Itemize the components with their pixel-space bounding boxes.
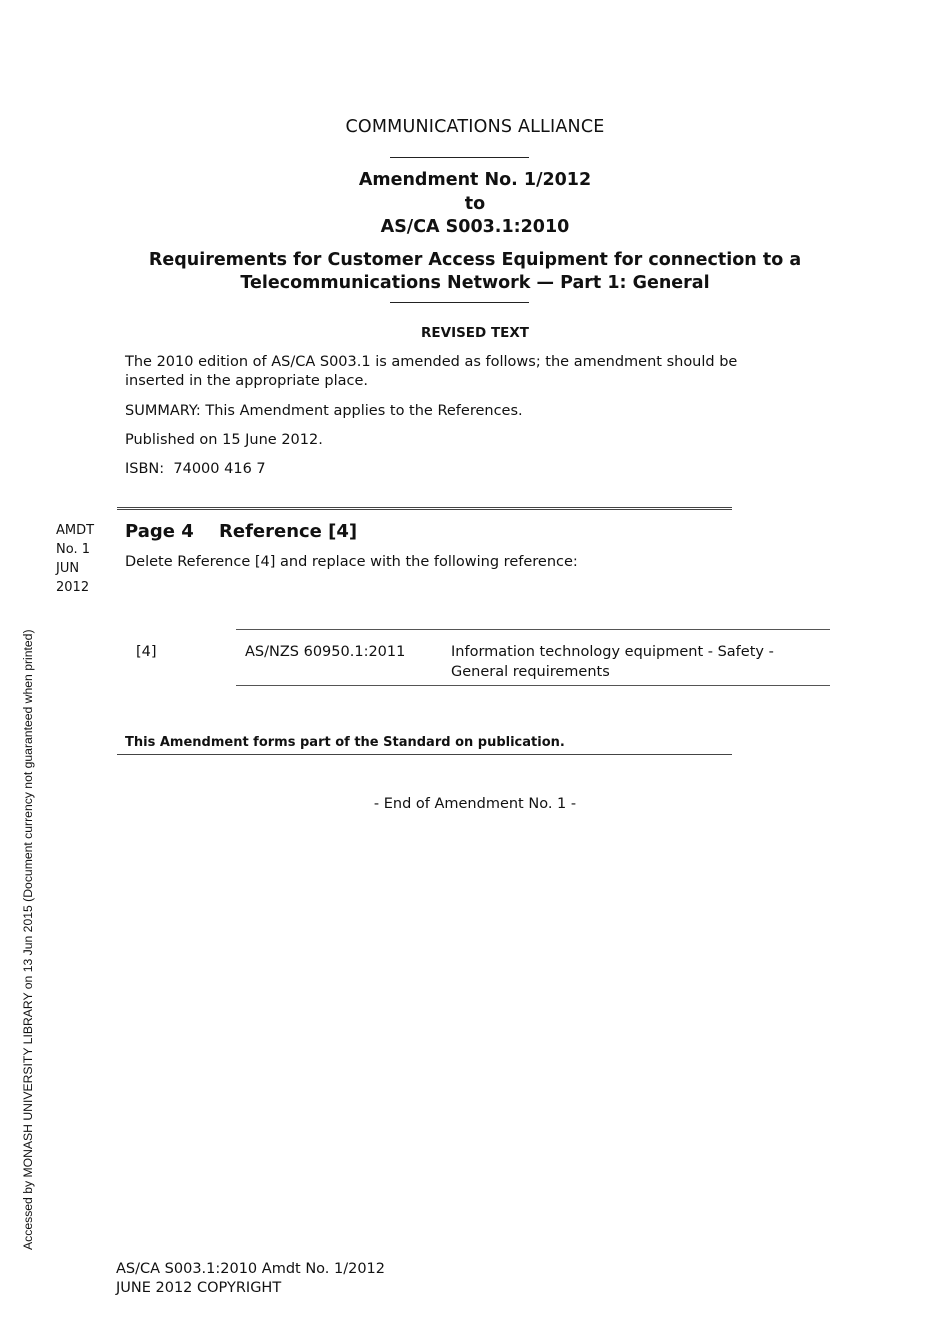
footer-document-id: AS/CA S003.1:2010 Amdt No. 1/2012 <box>116 1261 386 1277</box>
amendment-note-line: AMDT <box>56 523 95 538</box>
amendment-note-line: 2012 <box>56 580 90 595</box>
title-divider-bottom <box>390 302 529 303</box>
reference-number: [4] <box>136 644 157 660</box>
reference-standard: AS/NZS 60950.1:2011 <box>245 644 406 660</box>
summary-text: SUMMARY: This Amendment applies to the References. <box>125 403 523 419</box>
title-divider-top <box>390 157 529 158</box>
section-reference-label: Reference [4] <box>219 521 358 542</box>
standard-number: AS/CA S003.1:2010 <box>380 217 570 237</box>
amendment-number: Amendment No. 1/2012 <box>358 170 592 190</box>
forms-part-statement: This Amendment forms part of the Standard on publication. <box>125 735 565 750</box>
title-to: to <box>464 194 486 214</box>
end-of-amendment: - End of Amendment No. 1 - <box>373 796 577 812</box>
section-page-label: Page 4 <box>125 521 194 542</box>
isbn-text: ISBN: 74000 416 7 <box>125 461 266 477</box>
footer-copyright: JUNE 2012 COPYRIGHT <box>116 1280 282 1296</box>
reference-description: Information technology equipment - Safety - General requirements <box>451 644 774 680</box>
table-rule-top <box>236 629 830 630</box>
published-date: Published on 15 June 2012. <box>125 432 323 448</box>
section-divider-bottom <box>117 754 732 755</box>
amendment-note-line: No. 1 <box>56 542 90 557</box>
amendment-note-line: JUN <box>56 561 80 576</box>
standard-title-line-1: Requirements for Customer Access Equipment for connection to a <box>148 250 802 270</box>
table-rule-bottom <box>236 685 830 686</box>
amendment-margin-note <box>56 521 111 597</box>
section-divider-top <box>117 507 732 510</box>
organisation-name: COMMUNICATIONS ALLIANCE <box>345 117 605 137</box>
intro-paragraph: The 2010 edition of AS/CA S003.1 is amended as follows; the amendment should be inserted in the appropriate place. <box>125 354 738 389</box>
standard-title-line-2: Telecommunications Network — Part 1: General <box>240 273 710 293</box>
section-instruction: Delete Reference [4] and replace with the following reference: <box>125 554 578 570</box>
revised-text-heading: REVISED TEXT <box>421 325 529 341</box>
access-watermark: Accessed by MONASH UNIVERSITY LIBRARY on 13 Jun 2015 (Document currency not guaranteed when printed) <box>21 629 35 1250</box>
